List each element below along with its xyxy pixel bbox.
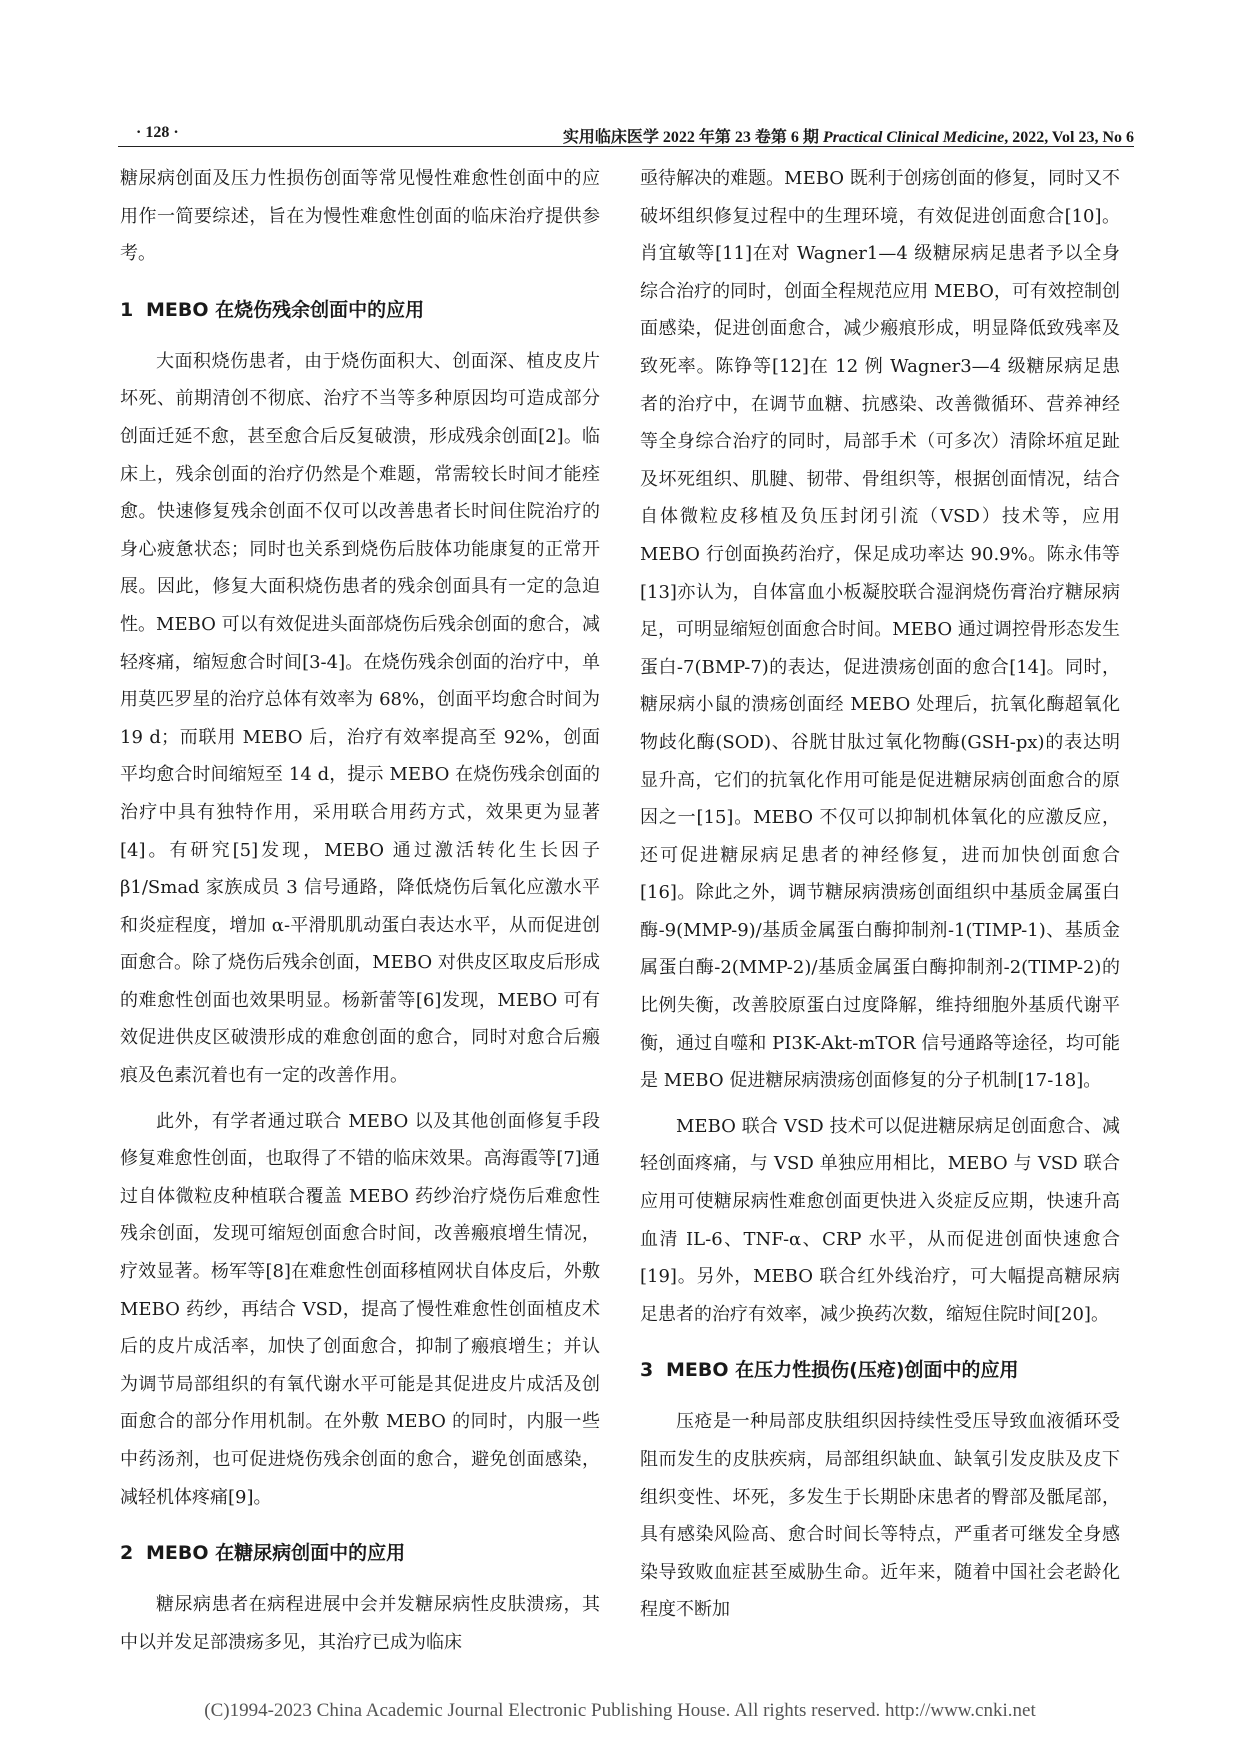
section-number: 3 <box>640 1359 654 1382</box>
section-title: MEBO 在烧伤残余创面中的应用 <box>146 298 425 321</box>
page-number: · 128 · <box>136 124 179 141</box>
section-title: MEBO 在压力性损伤(压疮)创面中的应用 <box>666 1359 1019 1382</box>
intro-paragraph: 糖尿病创面及压力性损伤创面等常见慢性难愈性创面中的应用作一简要综述，旨在为慢性难愈性创面的临床治疗提供参考。 <box>120 168 600 265</box>
running-header <box>118 120 1134 152</box>
section-number: 1 <box>120 298 134 321</box>
body-paragraph: 此外，有学者通过联合 MEBO 以及其他创面修复手段修复难愈性创面，也取得了不错的临床效果。高海霞等[7]通过自体微粒皮种植联合覆盖 MEBO 药纱治疗烧伤后难愈性残余创面，发现可缩短创面愈合时间，改善瘢痕增生情况，疗效显著。杨军等[8]在难愈性创面移植网状自体皮后，外敷 MEBO 药纱，再结合 VSD，提高了慢性难愈性创面植皮术后的皮片成活率，加快了创面愈合，抑制了瘢痕增生；并认为调节局部组织的有氧代谢水平可能是其促进皮片成活及创面愈合的部分作用机制。在外敷 MEBO 的同时，内服一些中药汤剂，也可促进烧伤残余创面的愈合，避免创面感染，减轻机体疼痛[9]。 <box>120 1110 600 1508</box>
body-paragraph: 压疮是一种局部皮肤组织因持续性受压导致血液循环受阻而发生的皮肤疾病，局部组织缺血、缺氧引发皮肤及皮下组织变性、坏死，多发生于长期卧床患者的臀部及骶尾部，具有感染风险高、愈合时间长等特点，严重者可继发全身感染导致败血症甚至威胁生命。近年来，随着中国社会老龄化程度不断加 <box>640 1411 1120 1621</box>
header-rule <box>118 146 1134 147</box>
left-column <box>120 160 600 1661</box>
journal-issue-en: , 2022, Vol 23, No 6 <box>1004 129 1134 146</box>
body-paragraph: MEBO 联合 VSD 技术可以促进糖尿病足创面愈合、减轻创面疼痛，与 VSD 单独应用相比，MEBO 与 VSD 联合应用可使糖尿病性难愈创面更快进入炎症反应期，快速升高血清 IL-6、TNF-α、CRP 水平，从而促进创面快速愈合[19]。另外，MEBO 联合红外线治疗，可大幅提高糖尿病足患者的治疗有效率，减少换药次数，缩短住院时间[20]。 <box>640 1115 1120 1325</box>
journal-title-cn: 实用临床医学 2022 年第 23 卷第 6 期 <box>562 129 819 146</box>
section-title: MEBO 在糖尿病创面中的应用 <box>146 1542 406 1565</box>
right-column <box>640 160 1120 1629</box>
section-heading-1 <box>120 295 600 325</box>
section-number: 2 <box>120 1542 134 1565</box>
section-heading-2 <box>120 1538 600 1568</box>
body-paragraph: 亟待解决的难题。MEBO 既利于创疡创面的修复，同时又不破坏组织修复过程中的生理环境，有效促进创面愈合[10]。肖宜敏等[11]在对 Wagner1—4 级糖尿病足患者予以全身综合治疗的同时，创面全程规范应用 MEBO，可有效控制创面感染，促进创面愈合，减少瘢痕形成，明显降低致残率及致死率。陈铮等[12]在 12 例 Wagner3—4 级糖尿病足患者的治疗中，在调节血糖、抗感染、改善微循环、营养神经等全身综合治疗的同时，局部手术（可多次）清除坏疽足趾及坏死组织、肌腱、韧带、骨组织等，根据创面情况，结合自体微粒皮移植及负压封闭引流（VSD）技术等，应用 MEBO 行创面换药治疗，保足成功率达 90.9%。陈永伟等[13]亦认为，自体富血小板凝胶联合湿润烧伤膏治疗糖尿病足，可明显缩短创面愈合时间。MEBO 通过调控骨形态发生蛋白-7(BMP-7)的表达，促进溃疡创面的愈合[14]。同时，糖尿病小鼠的溃疡创面经 MEBO 处理后，抗氧化酶超氧化物歧化酶(SOD)、谷胱甘肽过氧化物酶(GSH-px)的表达明显升高，它们的抗氧化作用可能是促进糖尿病创面愈合的原因之一[15]。MEBO 不仅可以抑制机体氧化的应激反应，还可促进糖尿病足患者的神经修复，进而加快创面愈合[16]。除此之外，调节糖尿病溃疡创面组织中基质金属蛋白酶-9(MMP-9)/基质金属蛋白酶抑制剂-1(TIMP-1)、基质金属蛋白酶-2(MMP-2)/基质金属蛋白酶抑制剂-2(TIMP-2)的比例失衡，改善胶原蛋白过度降解，维持细胞外基质代谢平衡，通过自噬和 PI3K-Akt-mTOR 信号通路等途径，均可能是 MEBO 促进糖尿病溃疡创面修复的分子机制[17-18]。 <box>640 168 1120 1092</box>
journal-citation <box>563 124 1134 147</box>
copyright-footer: (C)1994-2023 China Academic Journal Electronic Publishing House. All rights reserved. http://www.cnki.net <box>204 1700 1036 1721</box>
section-heading-3 <box>640 1355 1120 1385</box>
body-paragraph: 糖尿病患者在病程进展中会并发糖尿病性皮肤溃疡，其中以并发足部溃疡多见，其治疗已成为临床 <box>120 1594 600 1653</box>
journal-title-en: Practical Clinical Medicine <box>822 129 1005 146</box>
body-paragraph: 大面积烧伤患者，由于烧伤面积大、创面深、植皮皮片坏死、前期清创不彻底、治疗不当等多种原因均可造成部分创面迁延不愈，甚至愈合后反复破溃，形成残余创面[2]。临床上，残余创面的治疗仍然是个难题，常需较长时间才能痊愈。快速修复残余创面不仅可以改善患者长时间住院治疗的身心疲惫状态；同时也关系到烧伤后肢体功能康复的正常开展。因此，修复大面积烧伤患者的残余创面具有一定的急迫性。MEBO 可以有效促进头面部烧伤后残余创面的愈合，减轻疼痛，缩短愈合时间[3-4]。在烧伤残余创面的治疗中，单用莫匹罗星的治疗总体有效率为 68%，创面平均愈合时间为 19 d；而联用 MEBO 后，治疗有效率提高至 92%，创面平均愈合时间缩短至 14 d，提示 MEBO 在烧伤残余创面的治疗中具有独特作用，采用联合用药方式，效果更为显著[4]。有研究[5]发现，MEBO 通过激活转化生长因子 β1/Smad 家族成员 3 信号通路，降低烧伤后氧化应激水平和炎症程度，增加 α-平滑肌肌动蛋白表达水平，从而促进创面愈合。除了烧伤后残余创面，MEBO 对供皮区取皮后形成的难愈性创面也效果明显。杨新蕾等[6]发现，MEBO 可有效促进供皮区破溃形成的难愈创面的愈合，同时对愈合后瘢痕及色素沉着也有一定的改善作用。 <box>120 350 600 1087</box>
